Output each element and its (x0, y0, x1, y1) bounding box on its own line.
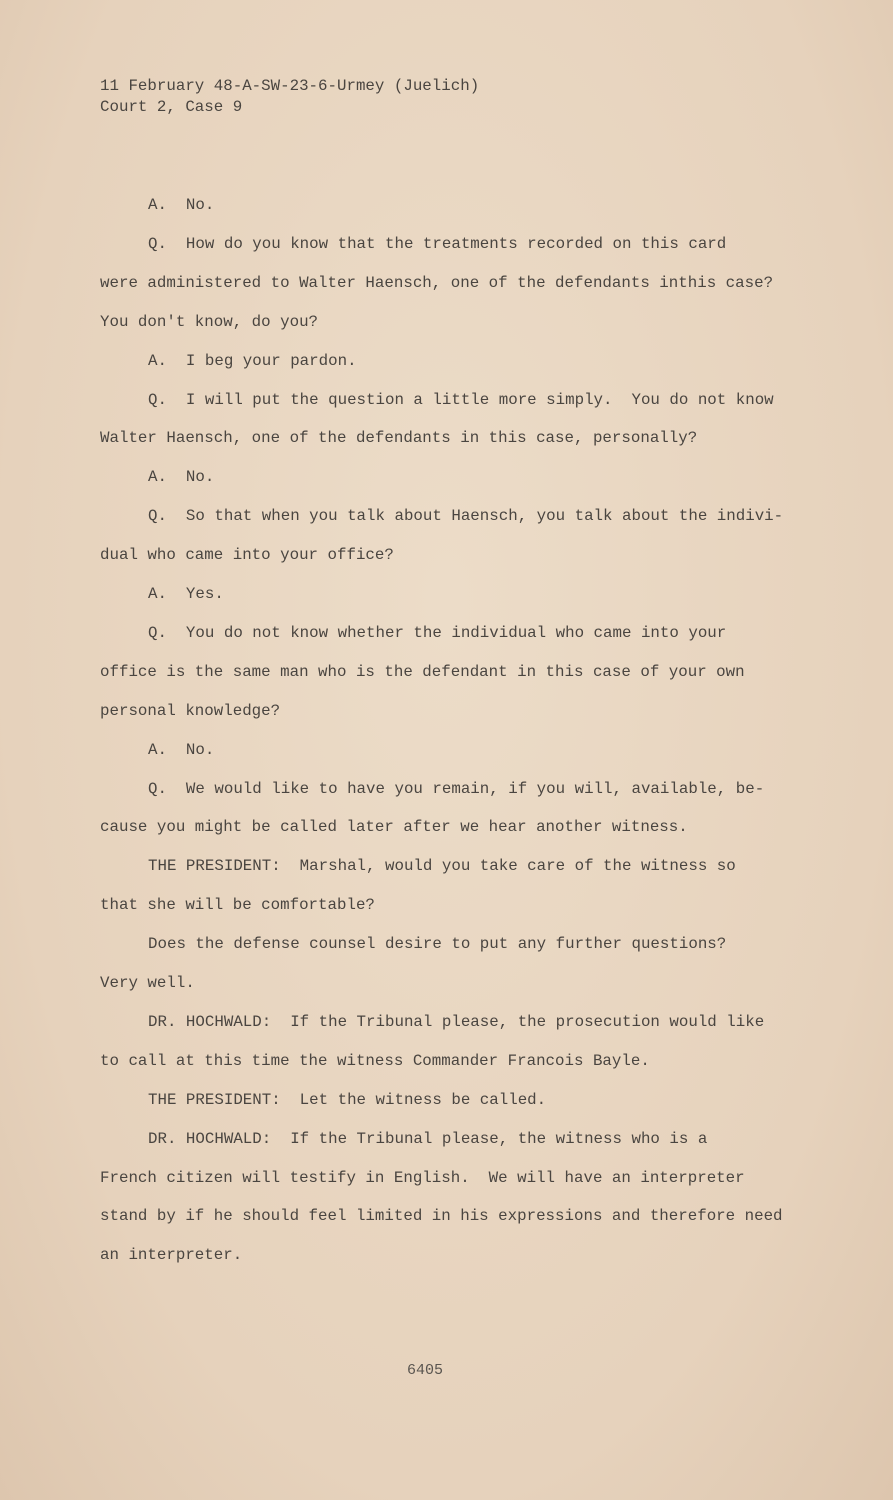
transcript-line: Q. You do not know whether the individual who came into your (148, 623, 727, 642)
transcript-line: that she will be comfortable? (100, 896, 375, 915)
transcript-line: A. No. (148, 468, 215, 487)
transcript-line: DR. HOCHWALD: If the Tribunal please, the prosecution would like (148, 1012, 765, 1031)
transcript-line: You don't know, do you? (100, 312, 319, 331)
transcript-line: cause you might be called later after we hear another witness. (100, 818, 688, 837)
transcript-line: personal knowledge? (100, 701, 281, 720)
transcript-line: Does the defense counsel desire to put any further questions? (148, 935, 727, 954)
transcript-line: Q. I will put the question a little more simply. You do not know (148, 390, 774, 409)
transcript-line: dual who came into your office? (100, 546, 394, 565)
transcript-line: A. No. (148, 196, 215, 214)
transcript-line: office is the same man who is the defendant in this case of your own (100, 662, 745, 681)
transcript-line: were administered to Walter Haensch, one of the defendants inthis case? (100, 273, 774, 292)
transcript-line: to call at this time the witness Commander Francois Bayle. (100, 1051, 650, 1070)
transcript-line: an interpreter. (100, 1246, 243, 1265)
transcript-line: DR. HOCHWALD: If the Tribunal please, the witness who is a (148, 1129, 708, 1148)
transcript-line: Very well. (100, 974, 195, 992)
header-line-1: 11 February 48-A-SW-23-6-Urmey (Juelich) (100, 77, 480, 95)
transcript-line: stand by if he should feel limited in his expressions and therefore need (100, 1207, 783, 1226)
transcript-line: A. I beg your pardon. (148, 351, 357, 370)
transcript-line: Walter Haensch, one of the defendants in this case, personally? (100, 429, 698, 448)
transcript-line: Q. So that when you talk about Haensch, you talk about the indivi- (148, 507, 784, 526)
transcript-line: Q. How do you know that the treatments recorded on this card (148, 234, 727, 253)
transcript-line: THE PRESIDENT: Let the witness be called. (148, 1090, 547, 1109)
transcript-line: THE PRESIDENT: Marshal, would you take care of the witness so (148, 857, 736, 876)
transcript-line: French citizen will testify in English. We will have an interpreter (100, 1168, 745, 1187)
header-line-2: Court 2, Case 9 (100, 98, 243, 116)
page-number: 6405 (407, 1362, 444, 1379)
transcript-line: A. Yes. (148, 585, 224, 603)
transcript-line: Q. We would like to have you remain, if you will, available, be- (148, 779, 765, 798)
transcript-line: A. No. (148, 740, 215, 759)
